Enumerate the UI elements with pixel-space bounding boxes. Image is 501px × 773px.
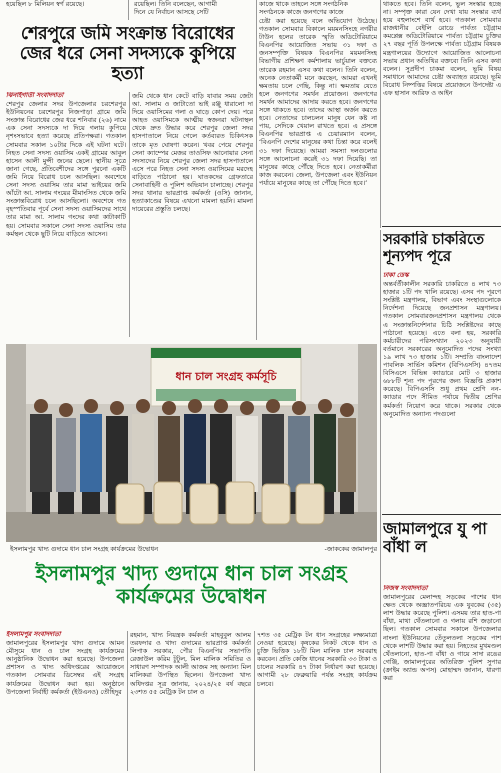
top-right-snippet [259,0,377,18]
article6-column-2 [130,631,251,771]
column-rule [380,0,381,228]
article2-column [259,17,377,337]
article6-column-1 [6,631,124,771]
article6-body-3: ৭শত ৩৫ মেট্রিক টন ধান সংগ্রহের লক্ষ্যমাত্রা নেওয়া হয়েছে। কৃষকের নিকট থেকে ধান ও চুক্তি ভিত্তিক ১৮টি মিল মালিক চাল সরবরাহ করবেন। প্রতি কেজি ধানের সরকারি ৩৩ টাকা ও চালের সরকারি ৪৭ টাকা নির্ধারণ করা হয়েছে। আগামী ২৮ ফেব্রুয়ারি পর্যন্ত সংগ্রহ কার্যক্রম চলবে। [257,631,377,688]
top-mid-snippet [134,0,252,20]
article5-body: জামালপুরের মেলান্দহ সড়কের পাশের ধান ক্ষেত থেকে অজ্ঞাতপরিচয় এক যুবকের (৩৫) লাশ উদ্ধার করেছে পুলিশ। এসময় তার হাত-পা বাঁধা, মাথা থেঁতলানো ও গলায় রশি জড়ানো ছিল। গতকাল সোমবার সকালে উপজেলার নাংলা ইউনিয়নের তেঁতুলতলা সড়কের পাশ থেকে লাশটি উদ্ধার করা হয়। নিহতের মুখমণ্ডল থেঁতলানো, হাত-পা বাঁধা ও গায়ে সাদা রঙের গেঞ্জি, জামালপুরের অতিরিক্ত পুলিশ সুপার (ক্রাইম অ্যান্ড অপস) মোহাম্মদ জানান, ধারণা করা [383,593,501,683]
column-rule [254,631,255,771]
article4-dateline: ঢাকা ডেস্ক [383,272,409,279]
column-rule [128,0,129,20]
article6-body-1: জামালপুরের ইসলামপুর খাদ্য গুদামে আমন মৌসুমে ধান ও চাল সংগ্রহ কার্যক্রমের আনুষ্ঠানিক উদ্বোধন করা হয়েছে। উপজেলা প্রশাসন ও খাদ্য অধিদপ্তরের আয়োজনে গতকাল সোমবার ডিসেম্বর এই সংগ্রহ কার্যক্রমের উদ্বোধন করা হয়। অনুষ্ঠানে উপজেলা নির্বাহী কর্মকর্তা (ইউএনও) তৌহিদুর [6,639,124,696]
news-photo [6,344,377,542]
column-rule [129,92,130,337]
article6-headline: ইসলামপুর খাদ্য গুদামে ধান চাল সংগ্রহ কার্যক্রমের উদ্বোধন [35,562,347,608]
article4-body: অন্তর্বর্তীকালীন সরকারি চাকরিতে ৪ লাখ ৭৩ হাজার ১টি পদ খালি রয়েছে। এসব পদ পূরণে সংশ্লিষ্ট মন্ত্রণালয়, বিভাগ এবং সংস্থাগুলোকে নির্দেশনা দিয়েছে জনপ্রশাসন মন্ত্রণালয়। গতকাল সোমবারজনপ্রশাসন মন্ত্রণালয় থেকে এ সংক্রান্তনির্দেশনার চিঠি সংশ্লিষ্টদের কাছে পাঠানো হয়েছে। এতে বলা হয়, সরকারি কর্মচারীদের পরিসংখ্যান ২০২৩ অনুযায়ী বর্তমানে সরকারের অনুমোদিত পদের সংখ্যা ১৯ লাখ ৭৩ হাজার ১টি। সম্প্রতি বাংলাদেশ পাবলিক সার্ভিস কমিশন (বিপিএসসি) ৪৭তম বিসিএসে বিভিন্ন ক্যাডারে মোট ৩ হাজার ৬৮৮টি শূন্য পদ পূরণের জন্য বিজ্ঞপ্তি প্রকাশ করেছে। বিপিএসসি শুধু প্রথম শ্রেণি নন-ক্যাডার পদে সীমিত পর্যায়ে দ্বিতীয় শ্রেণির কর্মকর্তা নিয়োগ করে থাকে। সরকার থেকে অনুমোদিত অন্যান্য পদগুলো [383,280,501,418]
article4-column [383,272,501,511]
top-mid-line-2: দিনে যে নির্বাচন আসছে সেটি [134,8,209,17]
article6-body-2: রহমান, খাদ্য নিয়ন্ত্রক কর্মকর্তা মাহবুবুল আলম তরফদার ও খাদ্য গুদামের ভারপ্রাপ্ত কর্মকর্তা লিপাক সরকার, পৌর বিএনপির সভাপতি রেজাউল করিম টুটুল, মিল মালিক সমিতির ও সাধারণ সম্পাদক আলী আজম সহ অন্যান্য মিল মালিকরা উপস্থিত ছিলেন। উপজেলা খাদ্য অধিদপ্তর সূত্র জানায়, ২০২৪/২৫ বর্ষ বছরে ২৩শত ৫৫ মেট্রিক টন চাল ও [130,631,251,696]
article3-body: থাকতে হবে। তিনি বলেন, ভুল সংস্কার হচ্ছে না। সম্পৃক্ত কারা যেন দেখা যায় সংস্কার ব্যর্থ হয়ে বহুলাংশে ব্যর্থ হবে। গতকাল সোমবার রাজধানীর বেইলি রোডে পার্বত্য চট্টগ্রাম কমপ্লেক্স অডিটোরিয়ামে পার্বত্য চট্টগ্রাম চুক্তির ২৭ বছর পূর্তি উপলক্ষে পার্বত্য চট্টগ্রাম বিষয়ক মন্ত্রণালয়ের উদ্যোগে আয়োজিত আলোচনা সভায় প্রধান অতিথির বক্তব্যে তিনি এসব কথা বলেন। সুপ্রদীপ চাকমা বলেন, ভূমি বিষয় সমাধানে আমাদের চেষ্টা অব্যাহত রয়েছে। ভূমি বিরোধ নিষ্পত্তির বিষয়ে প্রয়োজনে উপদেষ্টা এ এফ হাসান আরিফ ও আইন [383,0,501,98]
top-left-snippet [6,0,122,10]
column-rule [127,631,128,771]
article1-body-1: শেরপুর জেলার সদর উপজেলার চরশেরপুর ইউনিয়নের চরশেরপুর নিজপাড়া গ্রামে জমি সংক্রান্ত বিরোধের জের ধরে শনিবার (২৬) নামে এক সেনা সদস্যকে দা দিয়ে গলায় কুপিয়ে নৃশংসভাবে হত্যা করেছে প্রতিপক্ষরা। গতকাল সোমবার সকাল ১০টার দিকে এই ঘটনা ঘটে। নিহত সেনা সদস্য ওয়াসিম একই গ্রামের আবুল হাসেন আলী মুন্সী জনের ছেলে। স্থানীয় সূত্রে জানা গেছে, প্রতিবেশীদের সঙ্গে পুরনো একটি জমি নিয়ে বিরোধ চলে আসছিল। অবশেষে সেনা সদস্য ওয়াসিম তার মামা ভাইয়ের জমি আঁটো আ. সালাম গংয়ের মীমাংসিত থেকে জমি সংক্রান্তবিরোধ চলে আসছিলো। অবশেষে গত বৃহস্পতিবার পূর্বে সেনা সদস্য ওয়াসিমদের সাথে তার মামা আ. সালাম গংদের কথা কাটাকাটি হয়। সোমবার সকালে সেনা সদস্য ওয়াসিম তার কর্মস্থল থেকে ছুটি নিয়ে বাড়িতে আসেন। [6,100,126,238]
banner-text: ধান চাল সংগ্রহ কর্মসূচি [175,370,277,383]
section-divider [382,514,501,515]
top-right-line-2: সংগঠনকে কাজে জনগণের কাজে [259,8,344,17]
top-right-line-1: কাজে থাকে তাহলে সঙ্গে সংগঠনিক [259,0,348,8]
photo-illustration [6,344,377,542]
section-divider [382,226,501,227]
article6-column-3 [257,631,377,771]
photo-caption [10,545,245,554]
article1-dateline: ঝিনাইগাতী সংবাদদাতা [6,92,64,99]
article4-headline: সরকারি চাকরিতে শূন্যপদ পূরে [383,231,484,266]
top-left-text: হয়েছিল ৮ মিলিয়ন স্বর্ণ রয়েছে। [6,0,85,8]
photo-credit [285,545,377,554]
top-mid-line-1: রয়েছিল। তিনি বলেছেন, আগামী [134,0,218,8]
article1-body-2: জমি থেকে ধান কেটে বাড়ি যাবার সময় জেটা আ. সালাম ও জাটাতো ভাই রঞ্জু ধারালো দা দিয়ে ওয়াসিমের গলা ও ঘাড়ে কোপ দেয়। পরে আহত ওয়াসিমকে আত্মীয় স্বজনরা ঘটনাস্থল থেকে দ্রুত উদ্ধার করে শেরপুর জেলা সদর হাসপাতালে নিয়ে গেলে কর্তব্যরত চিকিৎসক তাকে মৃত ঘোষণা করেন। খবর পেয়ে শেরপুর সেনা ক্যাম্পের মেজর তাওসিফ আনোয়ার সেনা সদস্যদের নিয়ে শেরপুর জেলা সদর হাসপাতালে এসে পরে নিহত সেনা সদস্য ওয়াসিমের মরদেহ বাড়িতে পাঠানো হয়। ঘাতকদের গ্রেফতারে সেনাবাহিনী ও পুলিশ অভিযান চালাচ্ছে। শেরপুর সদর থানার ভারপ্রাপ্ত কর্মকর্তা (ওসি) জানান, হত্যাকাণ্ডের বিষয়ে এখনো মামলা হয়নি। মামলা দায়েরের প্রস্তুতি চলছে। [132,92,253,214]
article6-dateline: ইসলামপুর সংবাদদাতা [6,631,61,638]
article5-dateline: নিজস্ব সংবাদদাতা [383,585,428,592]
article5-column [383,585,501,773]
column-rule [256,0,257,340]
article1-column-1 [6,92,126,337]
column-rule [380,230,381,773]
article2-body: চেষ্টা করা হয়েছে বলে অভিযোগ উঠেছে। গতকাল সোমবার বিকালে ময়মনসিংহে নগরীর টাউন হলের তারেক স্মৃতি অডিটোরিয়ামে বিএনপির আয়োজিত সভায় ৩১ দফা ও জনসম্পৃক্তি বিষয়ক বিএনপির ময়মনসিংহ বিভাগীয় প্রশিক্ষণ কর্মশালায় ভার্চুয়াল বক্তব্যে তারেক রহমান এসব কথা বলেন। তিনি বলেন, অনেক নেতাকর্মী মনে করছেন, আমরা এখনই ক্ষমতায় চলে গেছি, কিন্তু না। ক্ষমতায় যেতে হলে জনগণের সমর্থন প্রয়োজন। জনগণের সমর্থন আমাদের আদায় করতে হবে। জনগণের সঙ্গে থাকতে হবে। তাদের আস্থা অর্জন করতে হবে। নেতাদের চালচলন মানুষ যেন কষ্ট না পায়, সেদিকে খেয়াল রাখতে হবে। এ প্রসঙ্গে বিএনপির ভারপ্রাপ্ত এ চেয়ারম্যান বলেন, ‘বিএনপি দেশের মানুষের কথা চিন্তা করে বলেই ৩১ দফা দিয়েছে। আমরা সমস্যা দলগুলোর সঙ্গে আলোচনা করেই ৩১ দফা দিয়েছি। তা মানুষের কাছে পৌঁছে দিতে হবে। নেতাকর্মীরা কাজ করবেন। জেলা, উপজেলা এবং ইউনিয়ন পর্যায়ে মানুষের কাছে তা পৌঁছে দিতে হবে।’ [259,17,377,187]
article1-column-2 [132,92,253,337]
article3-column [383,0,501,222]
article1-headline: শেরপুরে জমি সংক্রান্ত বিরোধের জের ধরে সেনা সদস্যকে কুপিয়ে হত্যা [19,24,236,85]
article5-headline: জামালপুরে যু পা বাঁধা ল [383,520,487,557]
photo-credit-text: -জাককের জামালপুর [324,545,377,553]
photo-caption-text: ইসলামপুর খাদ্য গুদামে ধান চাল সংগ্রহ কার্যক্রমের উদ্বোধন [10,545,159,553]
